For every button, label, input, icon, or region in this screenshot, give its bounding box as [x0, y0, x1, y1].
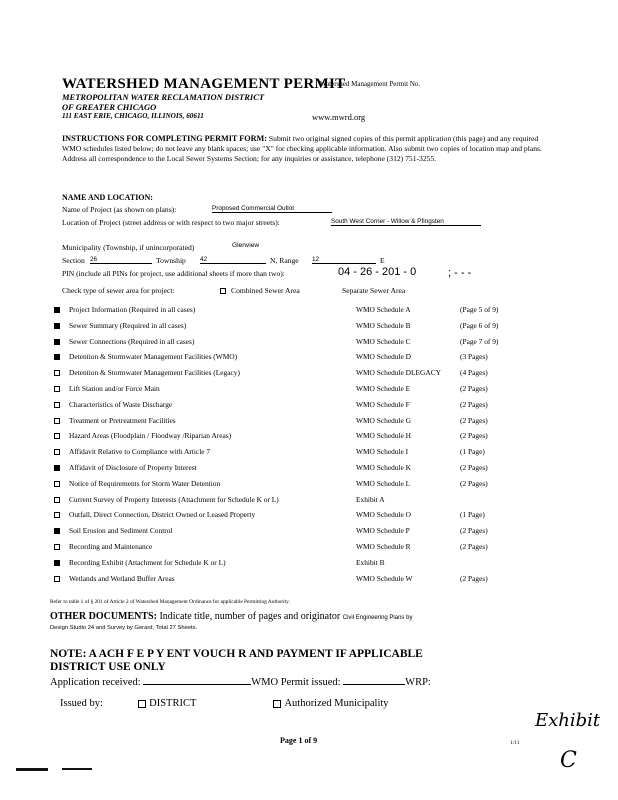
schedule-id: WMO Schedule P [356, 526, 410, 536]
scan-mark-left [16, 768, 48, 771]
schedule-row [54, 368, 504, 382]
schedule-checkbox[interactable] [54, 307, 60, 313]
sewer-area-label: Check type of sewer area for project: [62, 286, 175, 295]
district-checkbox[interactable] [138, 700, 146, 708]
schedule-pages: (Page 7 of 9) [460, 336, 499, 346]
schedule-checkbox[interactable] [54, 354, 60, 360]
schedule-name: Affidavit of Disclosure of Property Interest [69, 463, 197, 472]
project-name-value[interactable]: Proposed Commercial Outlot [212, 205, 332, 213]
district-label: DISTRICT [149, 698, 197, 709]
other-documents-value[interactable]: Civil Engineering Plans by [342, 615, 413, 621]
range-value[interactable]: 12 [312, 256, 376, 264]
schedule-name: Lift Station and/or Force Main [69, 384, 160, 393]
page-number: Page 1 of 9 [280, 736, 318, 745]
east-label: E [380, 256, 385, 265]
schedule-checkbox[interactable] [54, 528, 60, 534]
form-title: WATERSHED MANAGEMENT PERMIT [62, 76, 346, 92]
schedule-row [54, 479, 504, 493]
wmo-permit-label: WMO Permit issued: [251, 677, 341, 688]
schedule-name: Affidavit Relative to Compliance with Article 7 [69, 447, 211, 457]
schedule-pages: (2 Pages) [460, 478, 488, 488]
schedule-id: WMO Schedule F [356, 399, 410, 409]
schedule-name: Recording and Maintenance [69, 542, 153, 551]
schedule-name: Sewer Summary (Required in all cases) [69, 320, 187, 330]
issued-by-label: Issued by: [60, 698, 103, 709]
note-heading [50, 648, 423, 674]
schedule-checkbox[interactable] [54, 576, 60, 582]
schedule-name: Project Information (Required in all cases) [69, 305, 196, 314]
schedule-id: Exhibit B [356, 557, 385, 567]
project-location-value[interactable]: South West Corner - Willow & Pfingsten [331, 218, 481, 226]
schedule-pages: (2 Pages) [460, 526, 488, 536]
separate-sewer-label: Separate Sewer Area [342, 286, 406, 295]
district-use-only: DISTRICT USE ONLY [50, 661, 166, 673]
issued-by-line [60, 698, 389, 709]
wmo-permit-field[interactable] [343, 675, 405, 685]
schedule-name: Soil Erosion and Sediment Control [69, 526, 173, 536]
instructions [62, 134, 552, 165]
schedule-pages: (2 Pages) [460, 384, 488, 393]
municipality-label: Municipality (Township, if unincorporated) [62, 243, 195, 252]
application-received-label: Application received: [50, 677, 141, 688]
authorized-municipality-label: Authorized Municipality [284, 698, 389, 709]
combined-sewer-label: Combined Sewer Area [231, 286, 300, 295]
instructions-text: Submit two original signed copies of this permit application (this page) and any required WMO schedules listed below; do not leave any blank spaces; use "X" for checking applicable information. Also submit two copies of location map and plans. Address all correspondence to the Local Sewer Systems Section; for any inquiries or assistance, telephone (312) 751-3255. [62, 134, 542, 164]
range-label: N, Range [270, 256, 299, 265]
handwritten-exhibit: Exhibit [535, 710, 601, 731]
scan-mark-right [62, 768, 92, 770]
schedule-id: WMO Schedule R [356, 542, 411, 551]
schedule-name: Hazard Areas (Floodplain / Floodway /Riparian Areas) [69, 431, 232, 441]
schedule-checkbox[interactable] [54, 465, 60, 471]
fine-print: Refer to table 1 of § 201 of Article 2 of Watershed Management Ordinance for applicable Permitting Authority. [50, 599, 290, 605]
schedule-pages: (1 Page) [460, 447, 485, 457]
note-line-1: NOTE: A ACH F E P Y ENT VOUCH R AND PAYMENT IF APPLICABLE [50, 648, 423, 660]
schedule-name: Current Survey of Property Interests (Attachment for Schedule K or L) [69, 494, 279, 504]
schedule-pages: (2 Pages) [460, 463, 488, 472]
schedule-checkbox[interactable] [54, 449, 60, 455]
township-label: Township [156, 256, 186, 265]
schedule-row [54, 321, 504, 335]
schedule-checkbox[interactable] [54, 323, 60, 329]
schedule-pages: (2 Pages) [460, 415, 488, 425]
schedule-row [54, 510, 504, 524]
schedule-pages: (Page 6 of 9) [460, 320, 499, 330]
pin-label: PIN (include all PINs for project, use additional sheets if more than two): [62, 269, 285, 278]
schedule-row [54, 526, 504, 540]
schedule-pages: (4 Pages) [460, 368, 488, 378]
schedule-id: WMO Schedule O [356, 510, 412, 520]
section-label: Section [62, 256, 85, 265]
other-documents-heading: OTHER DOCUMENTS: [50, 611, 157, 622]
schedule-row [54, 416, 504, 430]
schedule-name: Notice of Requirements for Storm Water Detention [69, 478, 221, 488]
project-location-label: Location of Project (street address or with respect to two major streets): [62, 218, 280, 227]
municipality-value[interactable]: Glenview [232, 242, 260, 249]
schedule-name: Characteristics of Waste Discharge [69, 399, 173, 409]
schedule-id: WMO Schedule K [356, 463, 412, 472]
schedule-id: Exhibit A [356, 494, 385, 504]
page-small-number: 1/11 [510, 740, 520, 746]
schedule-id: WMO Schedule C [356, 336, 411, 346]
schedule-pages: (3 Pages) [460, 352, 488, 362]
schedule-name: Treatment or Pretreatment Facilities [69, 415, 176, 425]
schedule-name: Wetlands and Wetland Buffer Areas [69, 573, 175, 583]
schedule-checkbox[interactable] [54, 497, 60, 503]
schedule-row [54, 352, 504, 366]
permit-form [50, 72, 606, 784]
schedule-name: Outfall, Direct Connection, District Owned or Leased Property [69, 510, 256, 520]
schedule-row [54, 431, 504, 445]
schedule-checkbox[interactable] [54, 402, 60, 408]
handwritten-letter: C [560, 748, 577, 773]
org-line-1: METROPOLITAN WATER RECLAMATION DISTRICT [62, 92, 265, 102]
section-value[interactable]: 26 [90, 256, 152, 264]
instructions-heading: INSTRUCTIONS FOR COMPLETING PERMIT FORM: [62, 134, 268, 143]
schedule-id: WMO Schedule DLEGACY [356, 368, 441, 378]
schedule-pages: (1 Page) [460, 510, 485, 520]
schedule-id: WMO Schedule G [356, 415, 412, 425]
municipality-checkbox[interactable] [273, 700, 281, 708]
schedule-pages: (Page 5 of 9) [460, 305, 499, 314]
schedule-row [54, 337, 504, 351]
other-documents-text: Indicate title, number of pages and originator [159, 611, 341, 622]
schedule-row [54, 447, 504, 461]
combined-sewer-checkbox[interactable] [220, 288, 226, 294]
schedule-id: WMO Schedule D [356, 352, 412, 362]
schedule-checkbox[interactable] [54, 370, 60, 376]
org-line-2: OF GREATER CHICAGO [62, 102, 157, 112]
schedule-pages: (2 Pages) [460, 399, 488, 409]
application-received-field[interactable] [143, 675, 251, 685]
schedule-row [54, 574, 504, 588]
township-value[interactable]: 42 [200, 256, 266, 264]
name-location-heading: NAME AND LOCATION: [62, 193, 153, 202]
schedule-id: WMO Schedule E [356, 384, 411, 393]
received-line [50, 675, 431, 688]
schedule-pages: (2 Pages) [460, 431, 488, 441]
schedule-checkbox[interactable] [54, 481, 60, 487]
schedule-pages: (2 Pages) [460, 542, 488, 551]
org-address: 111 EAST ERIE, CHICAGO, ILLINOIS, 60611 [62, 112, 204, 120]
other-documents [50, 611, 412, 622]
schedule-row [54, 495, 504, 509]
design-line: Design Studio 24 and Survey by Gerard, Total 27 Sheets. [50, 625, 198, 631]
schedule-pages: (2 Pages) [460, 573, 488, 583]
schedule-name: Detention & Stormwater Management Facilities (Legacy) [69, 368, 240, 378]
schedule-row [54, 463, 504, 477]
schedule-checkbox[interactable] [54, 386, 60, 392]
schedule-id: WMO Schedule L [356, 478, 411, 488]
schedule-id: WMO Schedule B [356, 320, 411, 330]
schedule-checkbox[interactable] [54, 433, 60, 439]
pin-value[interactable]: 04 - 26 - 201 - 0 [338, 266, 417, 278]
schedule-checkbox[interactable] [54, 339, 60, 345]
permit-number-label: Watershed Management Permit No. [320, 80, 421, 88]
schedule-checkbox[interactable] [54, 512, 60, 518]
wrp-label: WRP: [405, 677, 431, 688]
schedule-id: WMO Schedule W [356, 573, 413, 583]
schedule-id: WMO Schedule I [356, 447, 409, 457]
org-website: www.mwrd.org [312, 112, 366, 122]
schedule-id: WMO Schedule H [356, 431, 412, 441]
schedule-row [54, 400, 504, 414]
schedule-name: Detention & Stormwater Management Facilities (WMO) [69, 352, 238, 362]
schedule-checkbox[interactable] [54, 418, 60, 424]
schedule-name: Recording Exhibit (Attachment for Schedule K or L) [69, 557, 226, 567]
schedule-row [54, 542, 504, 556]
pin-value-2[interactable]: ; - - - [448, 267, 472, 279]
schedule-row [54, 305, 504, 319]
schedule-row [54, 384, 504, 398]
project-name-label: Name of Project (as shown on plans): [62, 205, 177, 214]
schedule-name: Sewer Connections (Required in all cases) [69, 336, 195, 346]
schedule-checkbox[interactable] [54, 544, 60, 550]
schedule-checkbox[interactable] [54, 560, 60, 566]
schedule-row [54, 558, 504, 572]
schedule-id: WMO Schedule A [356, 305, 411, 314]
